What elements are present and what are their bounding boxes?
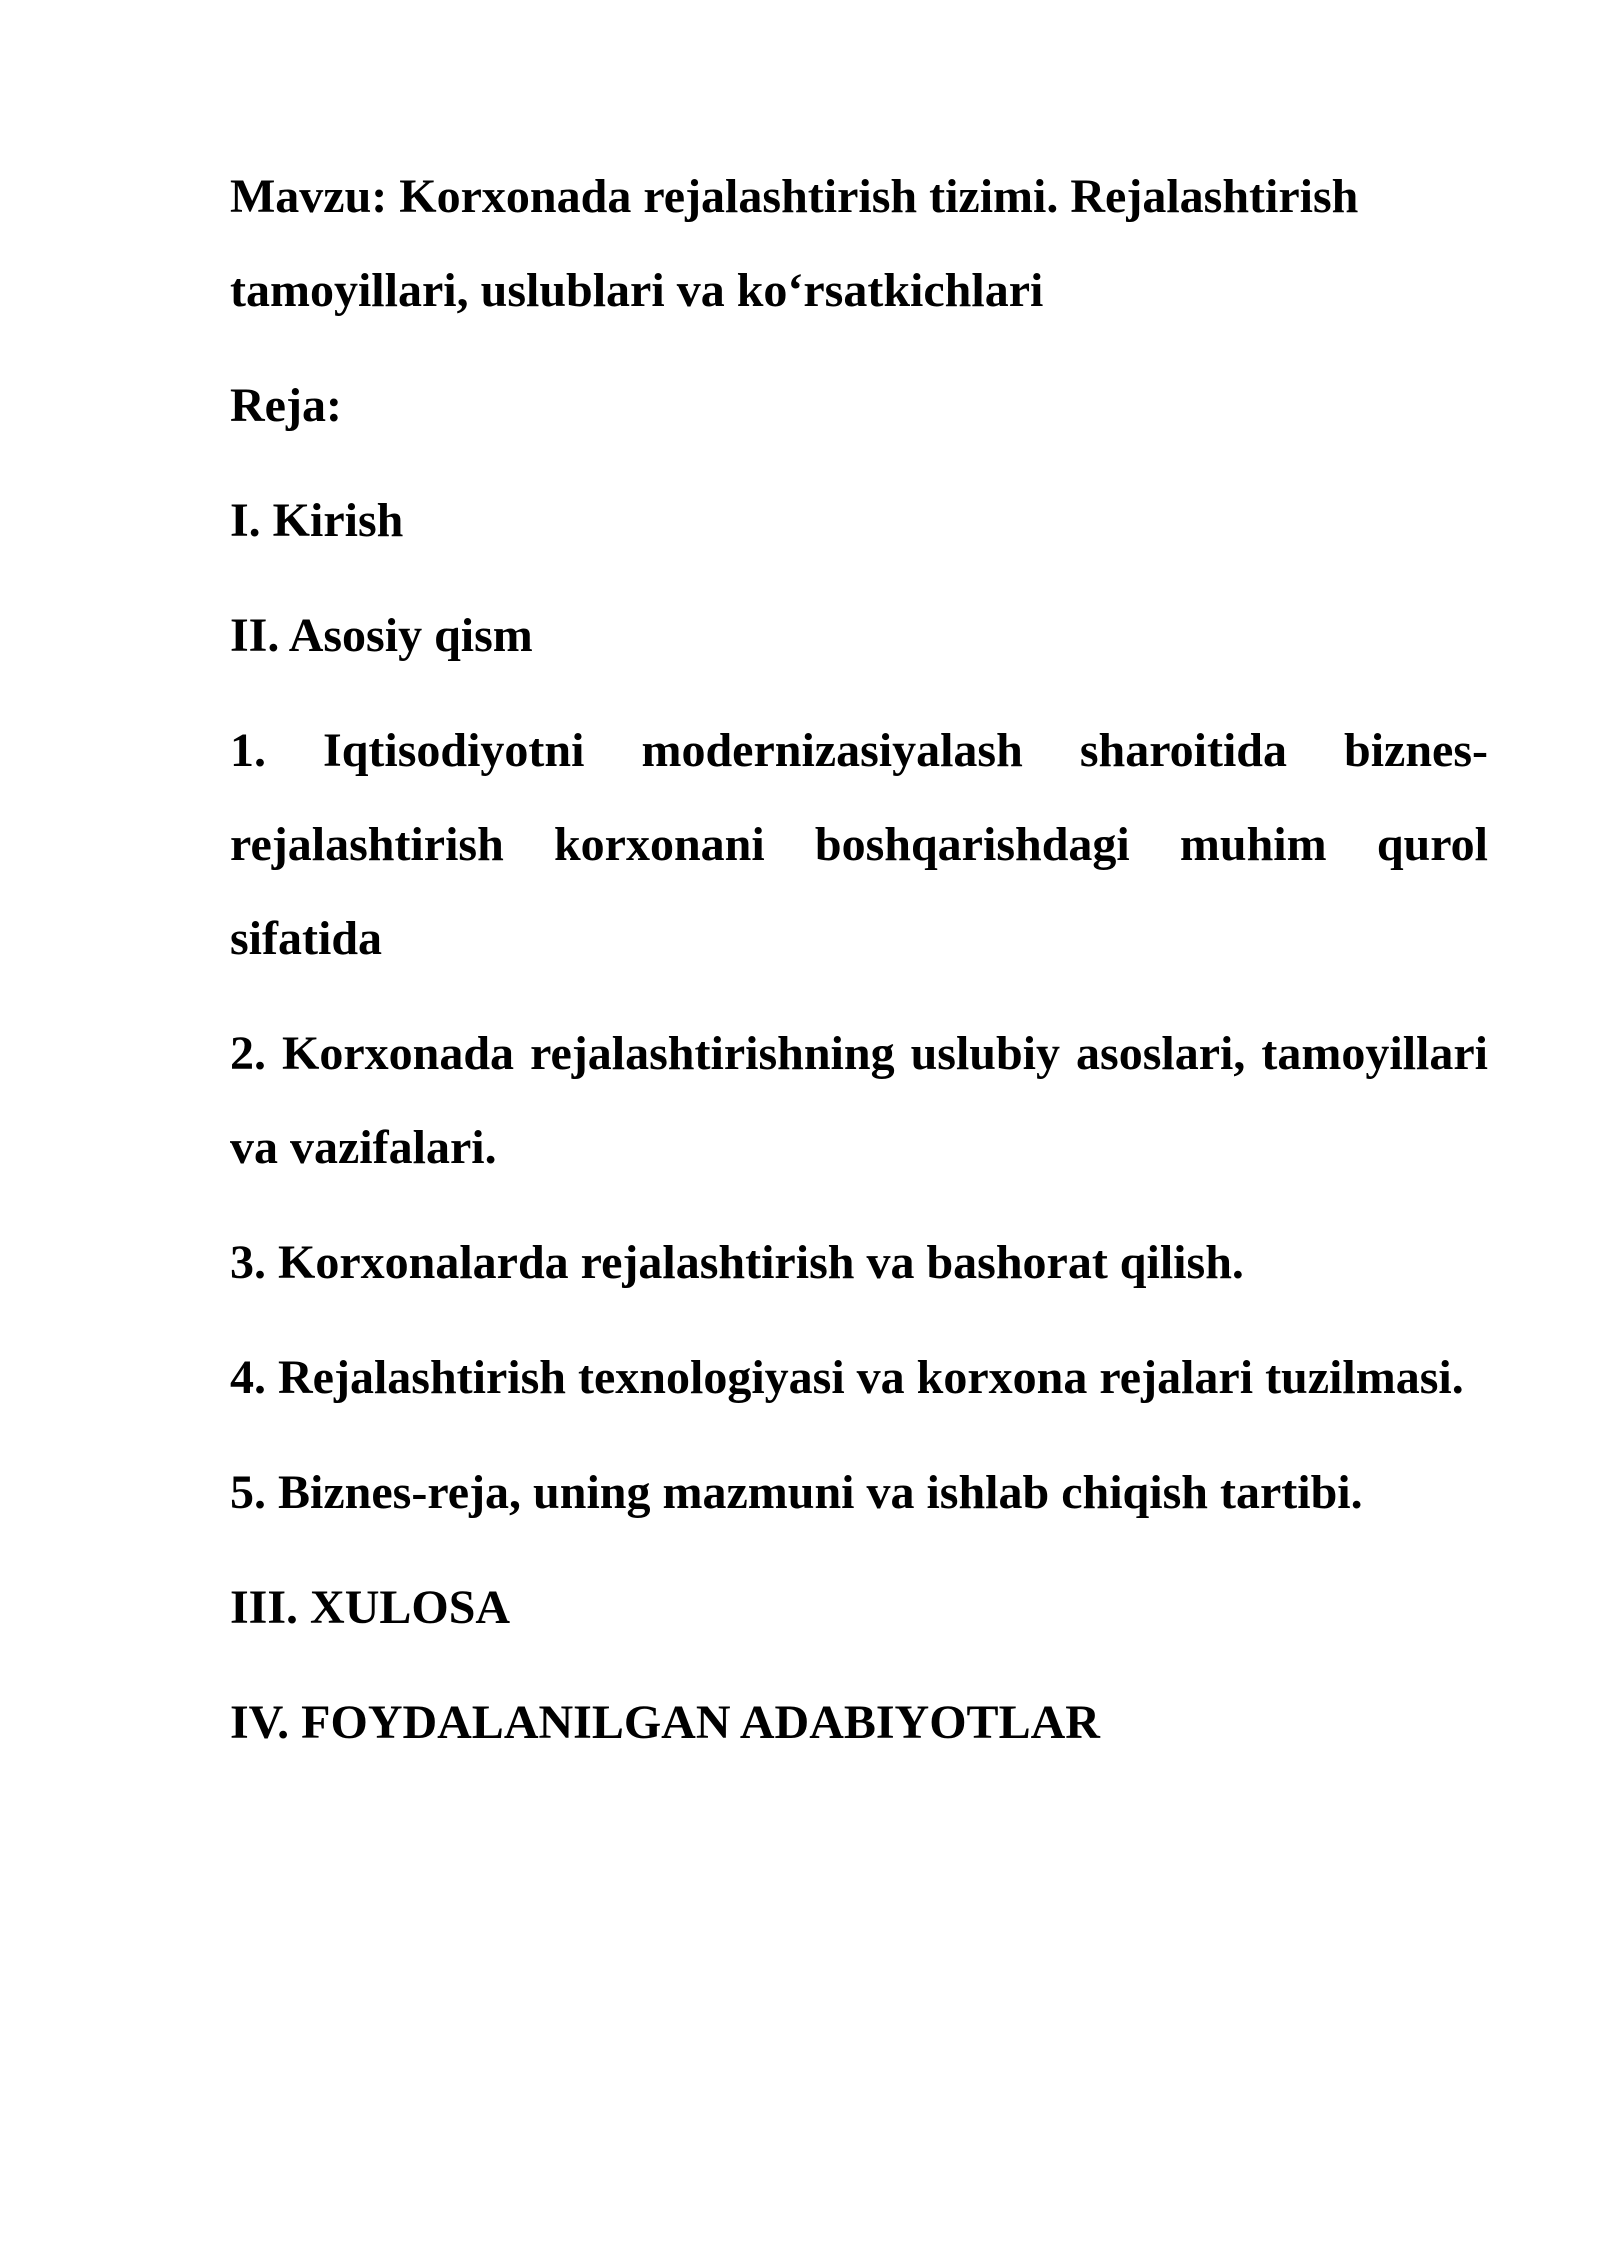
plan-item-2: 2. Korxonada rejalashtirishning uslubiy asoslari, tamoyillari va vazifalari.	[230, 1027, 1488, 1174]
plan-item-3: 3. Korxonalarda rejalashtirish va bashorat qilish.	[230, 1236, 1244, 1289]
plan-item-introduction: I. Kirish	[230, 494, 404, 547]
plan-item-4: 4. Rejalashtirish texnologiyasi va korxona rejalari tuzilmasi.	[230, 1351, 1464, 1404]
document-body	[230, 150, 1488, 1791]
plan-item-1: 1. Iqtisodiyotni modernizasiyalash sharoitida biznes-rejalashtirish korxonani boshqarishdagi muhim qurol sifatida	[230, 724, 1488, 965]
plan-item-conclusion: III. XULOSA	[230, 1581, 511, 1634]
plan-item-references: IV. FOYDALANILGAN ADABIYOTLAR	[230, 1696, 1100, 1749]
document-title: Mavzu: Korxonada rejalashtirish tizimi. Rejalashtirish tamoyillari, uslublari va ko‘rsatkichlari	[230, 170, 1359, 317]
plan-item-main-part: II. Asosiy qism	[230, 609, 533, 662]
plan-item-5: 5. Biznes-reja, uning mazmuni va ishlab chiqish tartibi.	[230, 1466, 1363, 1519]
plan-label: Reja:	[230, 379, 342, 432]
